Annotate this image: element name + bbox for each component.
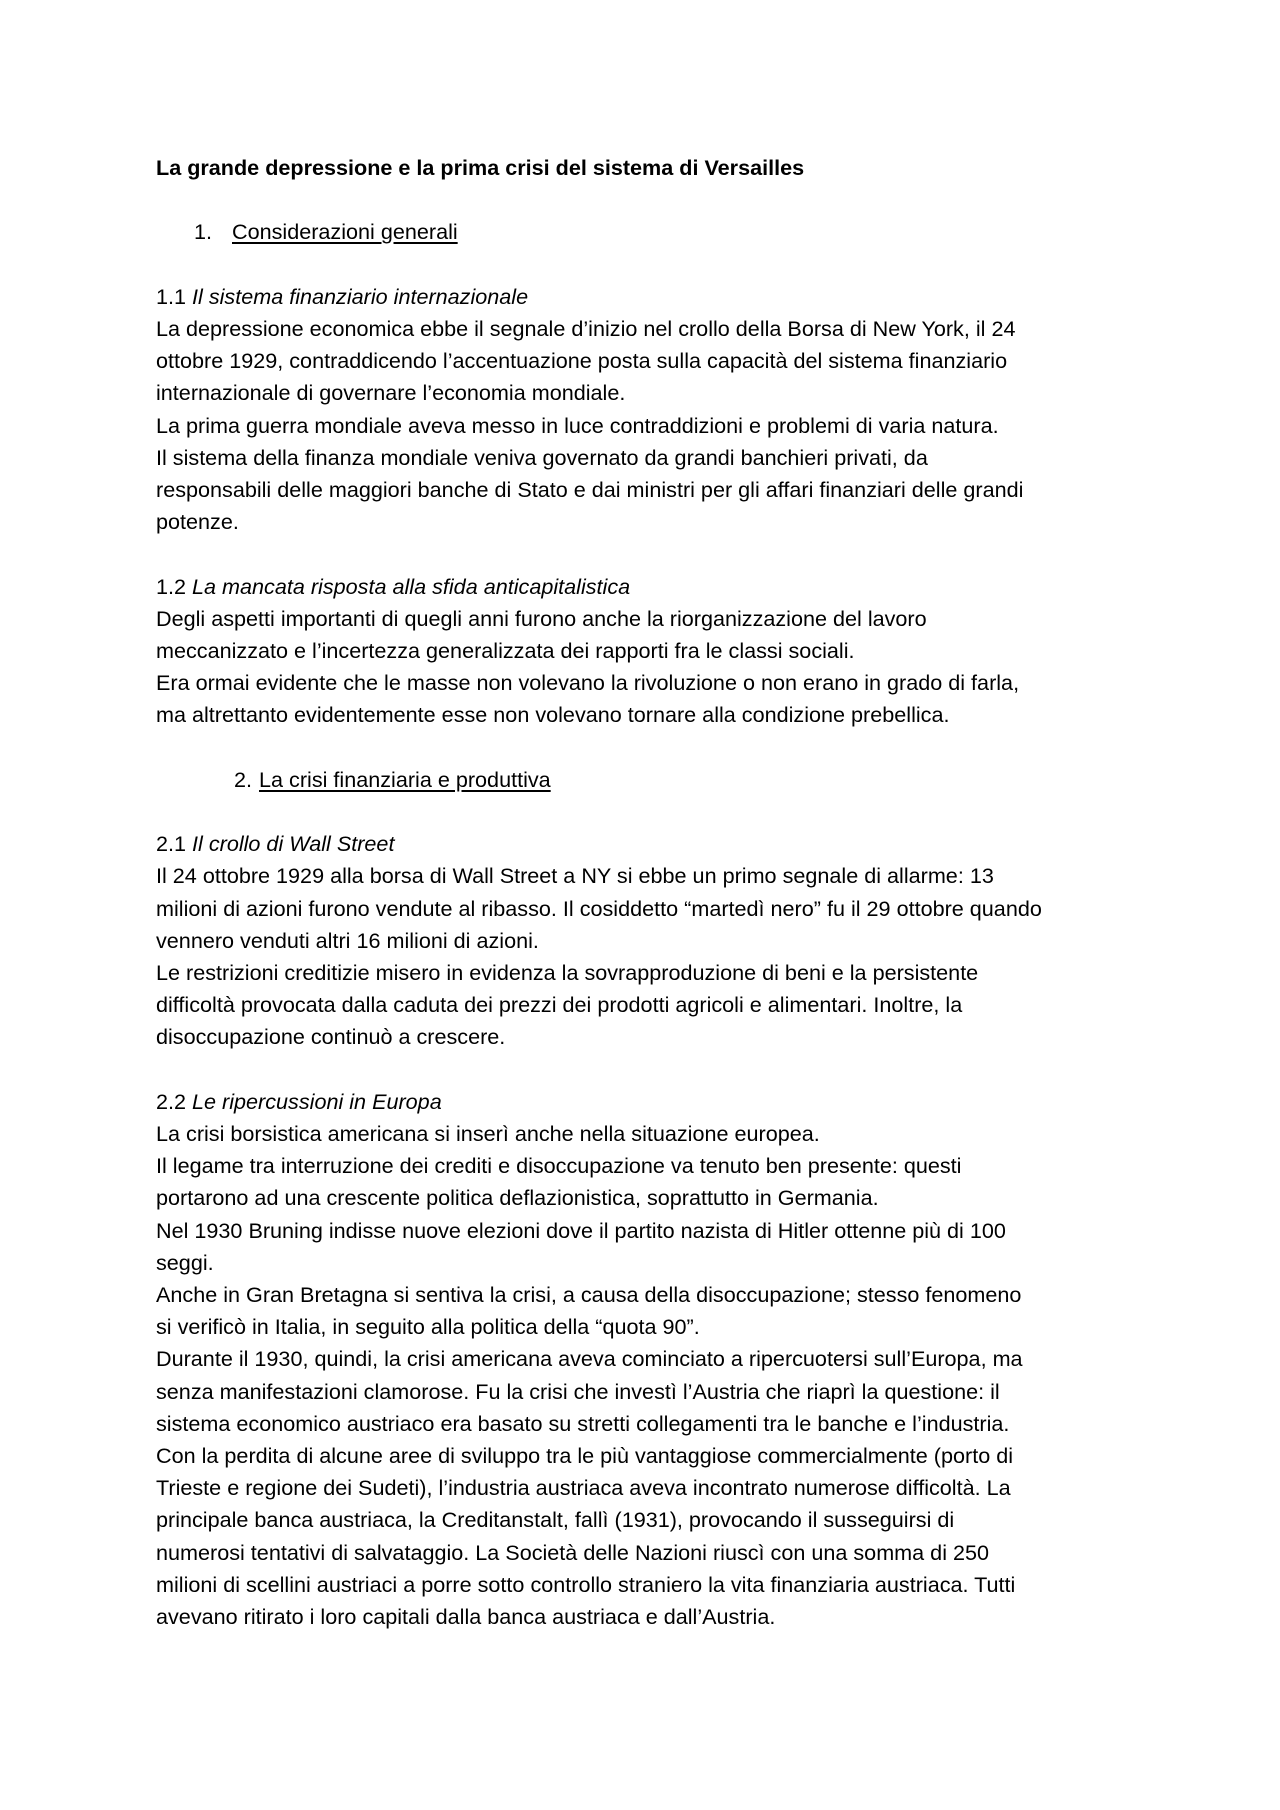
text-line: vennero venduti altri 16 milioni di azioni. [156, 927, 539, 953]
text-line: Il 24 ottobre 1929 alla borsa di Wall Street a NY si ebbe un primo segnale di allarme: 13 [156, 863, 994, 889]
subsection-number: 2.2 [156, 1088, 187, 1114]
text-line: La crisi borsistica americana si inserì anche nella situazione europea. [156, 1121, 820, 1146]
text-line: Durante il 1930, quindi, la crisi americana aveva cominciato a ripercuotersi sull’Europa, ma [156, 1346, 1023, 1372]
text-line: meccanizzato e l’incertezza generalizzata dei rapporti fra le classi sociali. [156, 638, 855, 663]
paragraph-2-1 [156, 860, 1156, 1053]
spacer [156, 249, 1156, 281]
subsection-number: 1.1 [156, 283, 187, 309]
document-title: La grande depressione e la prima crisi del sistema di Versailles [156, 155, 805, 180]
text-line: portarono ad una crescente politica deflazionistica, soprattutto in Germania. [156, 1185, 879, 1211]
text-line: principale banca austriaca, la Creditanstalt, fallì (1931), provocando il susseguirsi di [156, 1507, 955, 1533]
text-line: Con la perdita di alcune aree di sviluppo tra le più vantaggiose commercialmente (porto di [156, 1443, 1014, 1469]
subsection-title: La mancata risposta alla sfida anticapitalistica [192, 573, 631, 599]
spacer [156, 1054, 1156, 1086]
subsection-heading-1-1 [156, 281, 1156, 313]
section-number: 1. [194, 219, 213, 245]
text-line: La depressione economica ebbe il segnale d’inizio nel crollo della Borsa di New York, il 24 [156, 315, 1016, 341]
text-line: ma altrettanto evidentemente esse non volevano tornare alla condizione prebellica. [156, 702, 950, 728]
document-content [156, 152, 1156, 1633]
subsection-title: Il crollo di Wall Street [192, 831, 395, 857]
section-number: 2. [234, 766, 253, 792]
subsection-title: Il sistema finanziario internazionale [192, 283, 529, 309]
text-line: internazionale di governare l’economia mondiale. [156, 380, 626, 406]
spacer [156, 538, 1156, 570]
text-line: senza manifestazioni clamorose. Fu la crisi che investì l’Austria che riaprì la questione: il [156, 1378, 1000, 1404]
text-line: Anche in Gran Bretagna si sentiva la crisi, a causa della disoccupazione; stesso fenomeno [156, 1282, 1022, 1308]
paragraph-1-2 [156, 603, 1156, 732]
paragraph-1-1 [156, 313, 1156, 538]
subsection-heading-2-1 [156, 828, 1156, 860]
subsection-heading-1-2 [156, 571, 1156, 603]
section-heading-1 [156, 216, 1156, 248]
text-line: ottobre 1929, contraddicendo l’accentuazione posta sulla capacità del sistema finanziario [156, 348, 1008, 374]
text-line: milioni di azioni furono vendute al ribasso. Il cosiddetto “martedì nero” fu il 29 ottobre quando [156, 895, 1042, 921]
text-line: potenze. [156, 509, 239, 535]
spacer [156, 184, 1156, 216]
text-line: disoccupazione continuò a crescere. [156, 1024, 506, 1050]
text-line: Nel 1930 Bruning indisse nuove elezioni dove il partito nazista di Hitler ottenne più di 100 [156, 1217, 1006, 1243]
text-line: milioni di scellini austriaci a porre sotto controllo straniero la vita finanziaria austriaca. Tutti [156, 1571, 1016, 1597]
text-line: Il legame tra interruzione dei crediti e disoccupazione va tenuto ben presente: questi [156, 1153, 962, 1179]
text-line: Era ormai evidente che le masse non volevano la rivoluzione o non erano in grado di farla, [156, 670, 1020, 696]
subsection-number: 2.1 [156, 831, 187, 857]
section-title: Considerazioni generali [232, 219, 458, 245]
text-line: avevano ritirato i loro capitali dalla banca austriaca e dall’Austria. [156, 1604, 776, 1630]
text-line: seggi. [156, 1249, 214, 1275]
text-line: si verificò in Italia, in seguito alla politica della “quota 90”. [156, 1314, 700, 1340]
subsection-title: Le ripercussioni in Europa [192, 1088, 442, 1114]
section-title: La crisi finanziaria e produttiva [259, 766, 551, 792]
paragraph-2-2 [156, 1118, 1156, 1633]
text-line: La prima guerra mondiale aveva messo in luce contraddizioni e problemi di varia natura. [156, 412, 999, 438]
section-heading-2 [156, 764, 1156, 796]
text-line: responsabili delle maggiori banche di Stato e dai ministri per gli affari finanziari delle grandi [156, 477, 1024, 502]
text-line: sistema economico austriaco era basato su stretti collegamenti tra le banche e l’industria. [156, 1410, 1010, 1436]
spacer [156, 732, 1156, 764]
subsection-number: 1.2 [156, 573, 187, 599]
text-line: Le restrizioni creditizie misero in evidenza la sovrapproduzione di beni e la persistente [156, 960, 979, 985]
text-line: Trieste e regione dei Sudeti), l’industria austriaca aveva incontrato numerose difficoltà. La [156, 1475, 1011, 1501]
text-line: numerosi tentativi di salvataggio. La Società delle Nazioni riuscì con una somma di 250 [156, 1539, 990, 1565]
text-line: Il sistema della finanza mondiale veniva governato da grandi banchieri privati, da [156, 444, 928, 470]
text-line: Degli aspetti importanti di quegli anni furono anche la riorganizzazione del lavoro [156, 605, 927, 631]
subsection-heading-2-2 [156, 1086, 1156, 1118]
text-line: difficoltà provocata dalla caduta dei prezzi dei prodotti agricoli e alimentari. Inoltre, la [156, 992, 963, 1018]
spacer [156, 796, 1156, 828]
